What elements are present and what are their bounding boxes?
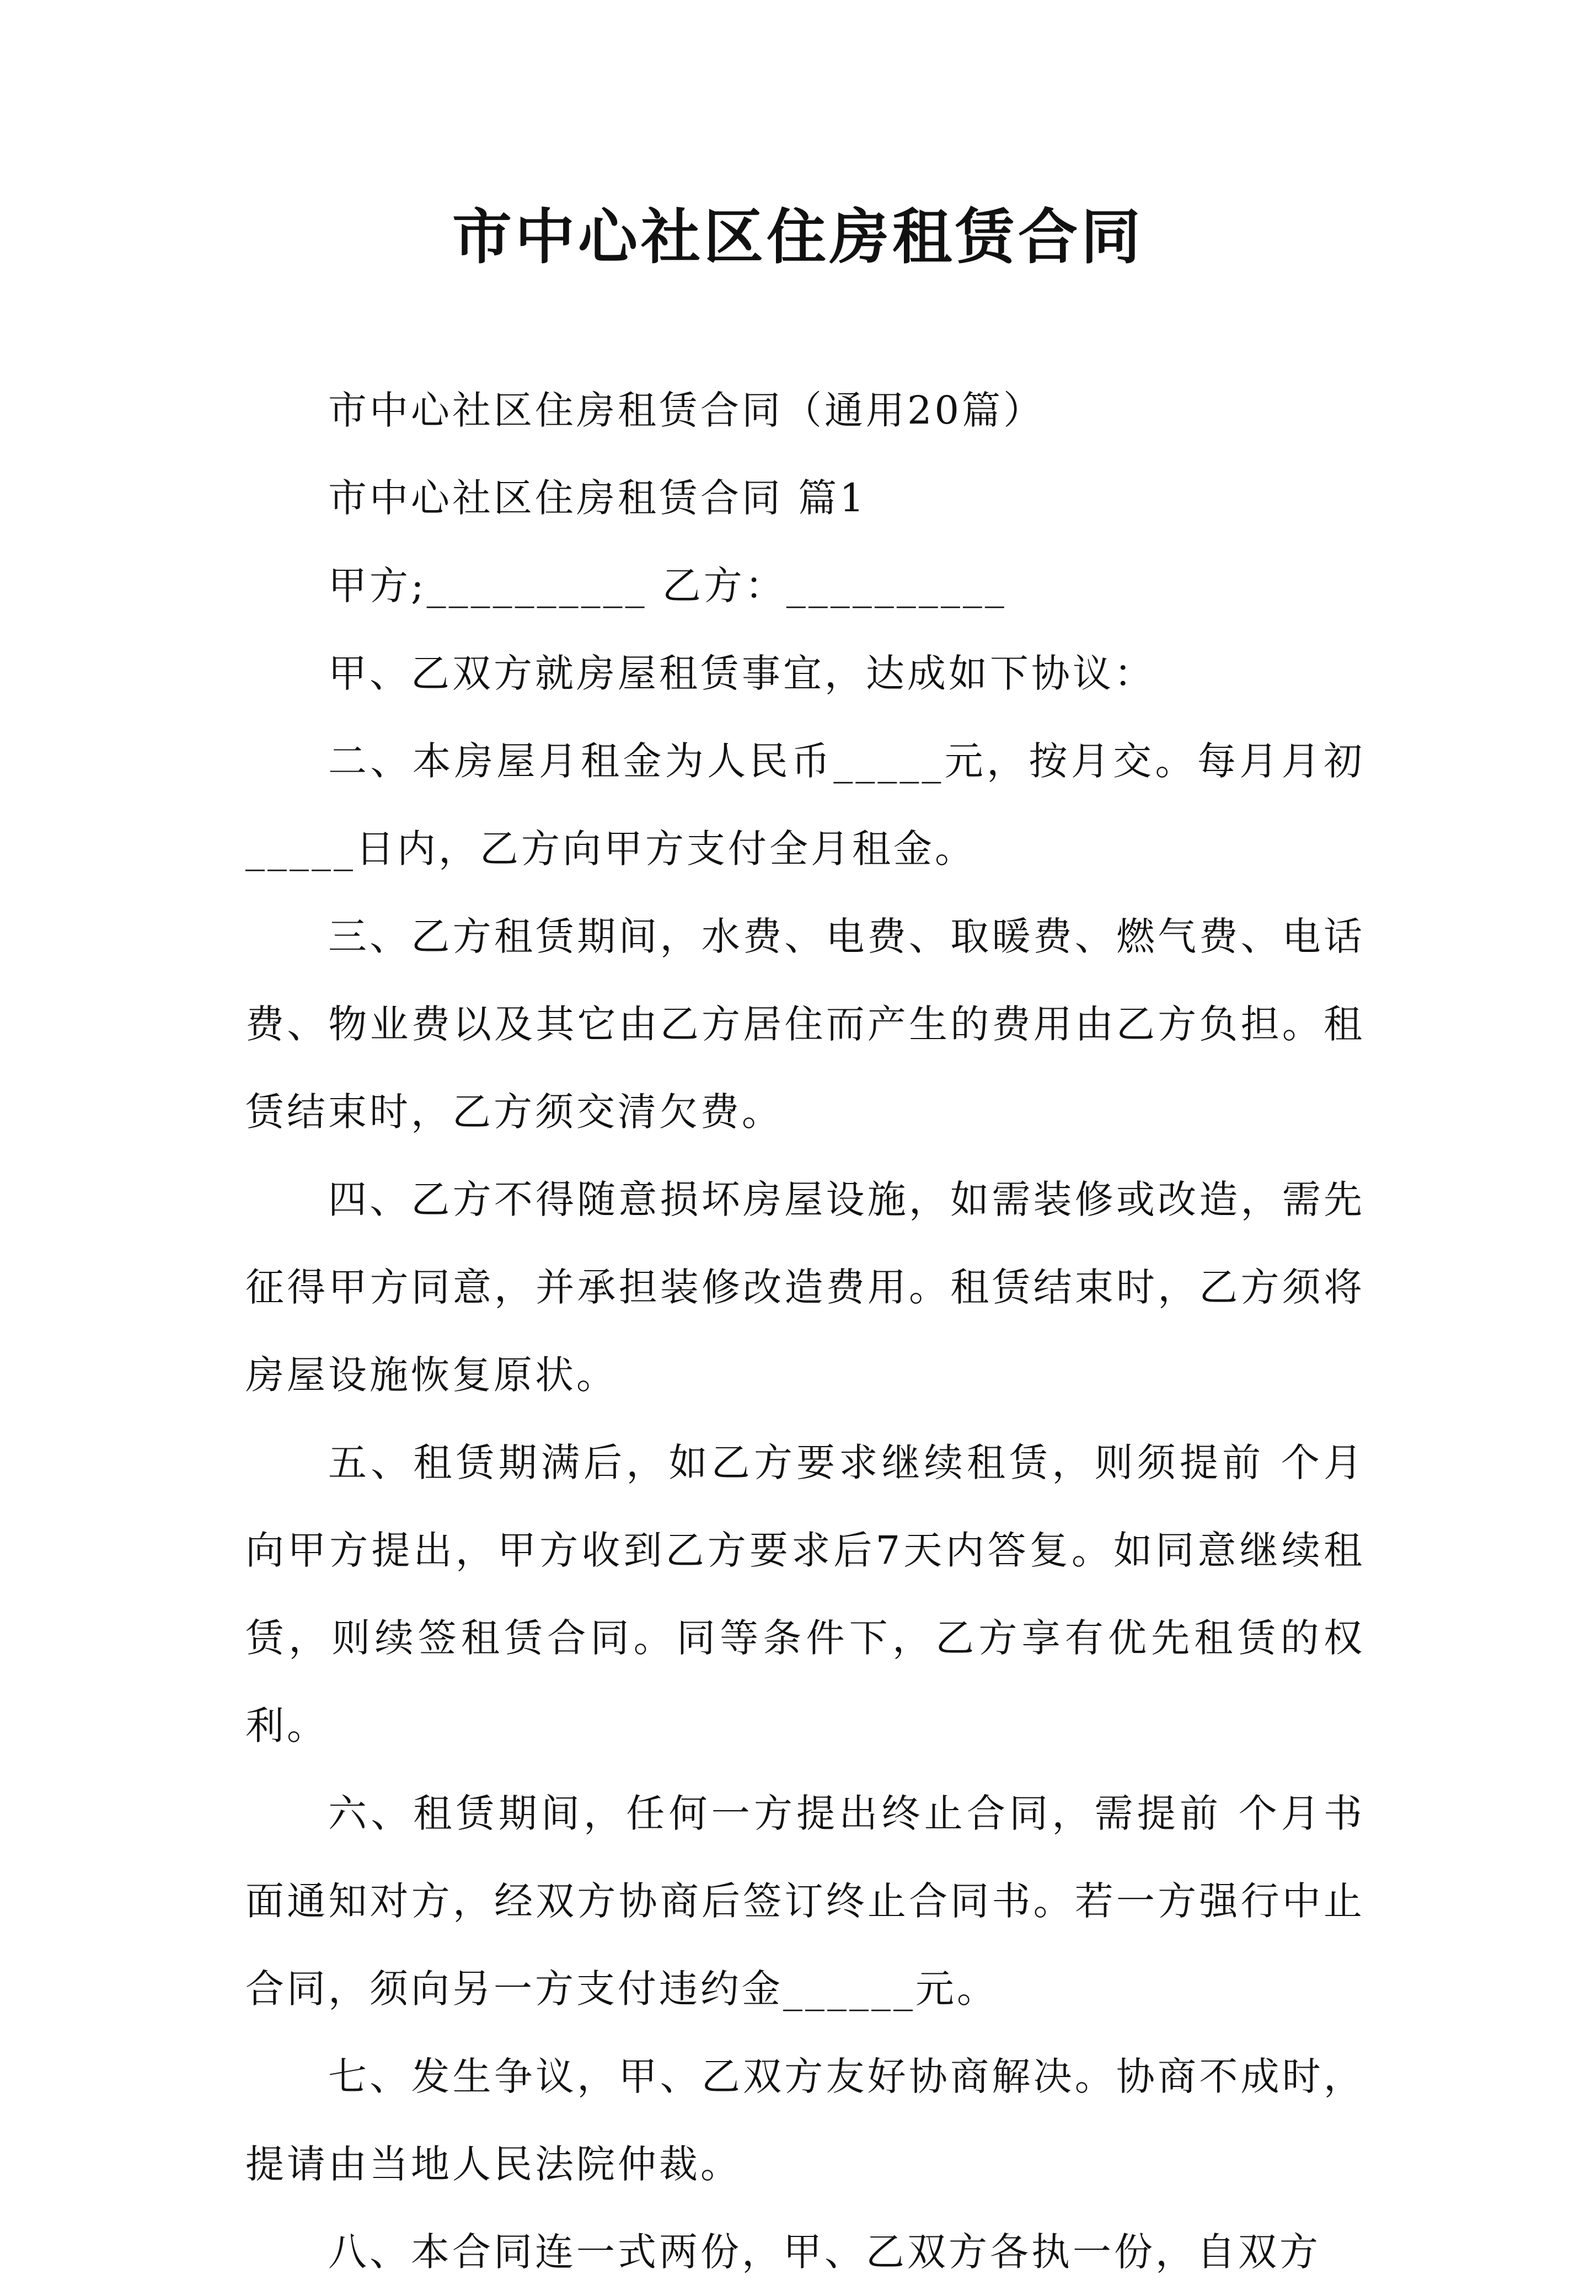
paragraph-clause-6: 六、租赁期间，任何一方提出终止合同，需提前 个月书面通知对方，经双方协商后签订终止合同书。若一方强行中止合同，须向另一方支付违约金______元。 xyxy=(245,1791,1365,2011)
document-title: 市中心社区住房租赁合同 xyxy=(452,202,1144,272)
paragraph-clause-4: 四、乙方不得随意损坏房屋设施，如需装修或改造，需先征得甲方同意，并承担装修改造费用。租赁结束时，乙方须将房屋设施恢复原状。 xyxy=(245,1177,1365,1398)
paragraph-parties: 甲方;__________ 乙方：__________ xyxy=(328,563,1007,608)
paragraph-clause-8: 八、本合同连一式两份，甲、乙双方各执一份，自双方 xyxy=(328,2229,1321,2274)
paragraph-clause-2: 二、本房屋月租金为人民币_____元，按月交。每月月初_____日内，乙方向甲方支付全月租金。 xyxy=(245,738,1365,871)
paragraph-agreement-intro: 甲、乙双方就房屋租赁事宜，达成如下协议： xyxy=(328,651,1155,696)
paragraph-clause-7: 七、发生争议，甲、乙双方友好协商解决。协商不成时，提请由当地人民法院仲裁。 xyxy=(245,2054,1365,2187)
paragraph-clause-5: 五、租赁期满后，如乙方要求继续租赁，则须提前 个月向甲方提出，甲方收到乙方要求后7天内答复。如同意继续租赁，则续签租赁合同。同等条件下，乙方享有优先租赁的权利。 xyxy=(245,1440,1365,1748)
paragraph-subtitle: 市中心社区住房租赁合同（通用20篇） xyxy=(328,388,1045,433)
paragraph-clause-3: 三、乙方租赁期间，水费、电费、取暖费、燃气费、电话费、物业费以及其它由乙方居住而产生的费用由乙方负担。租赁结束时，乙方须交清欠费。 xyxy=(245,914,1365,1134)
document-body xyxy=(245,367,1365,2296)
paragraph-section-heading: 市中心社区住房租赁合同 篇1 xyxy=(328,475,867,521)
